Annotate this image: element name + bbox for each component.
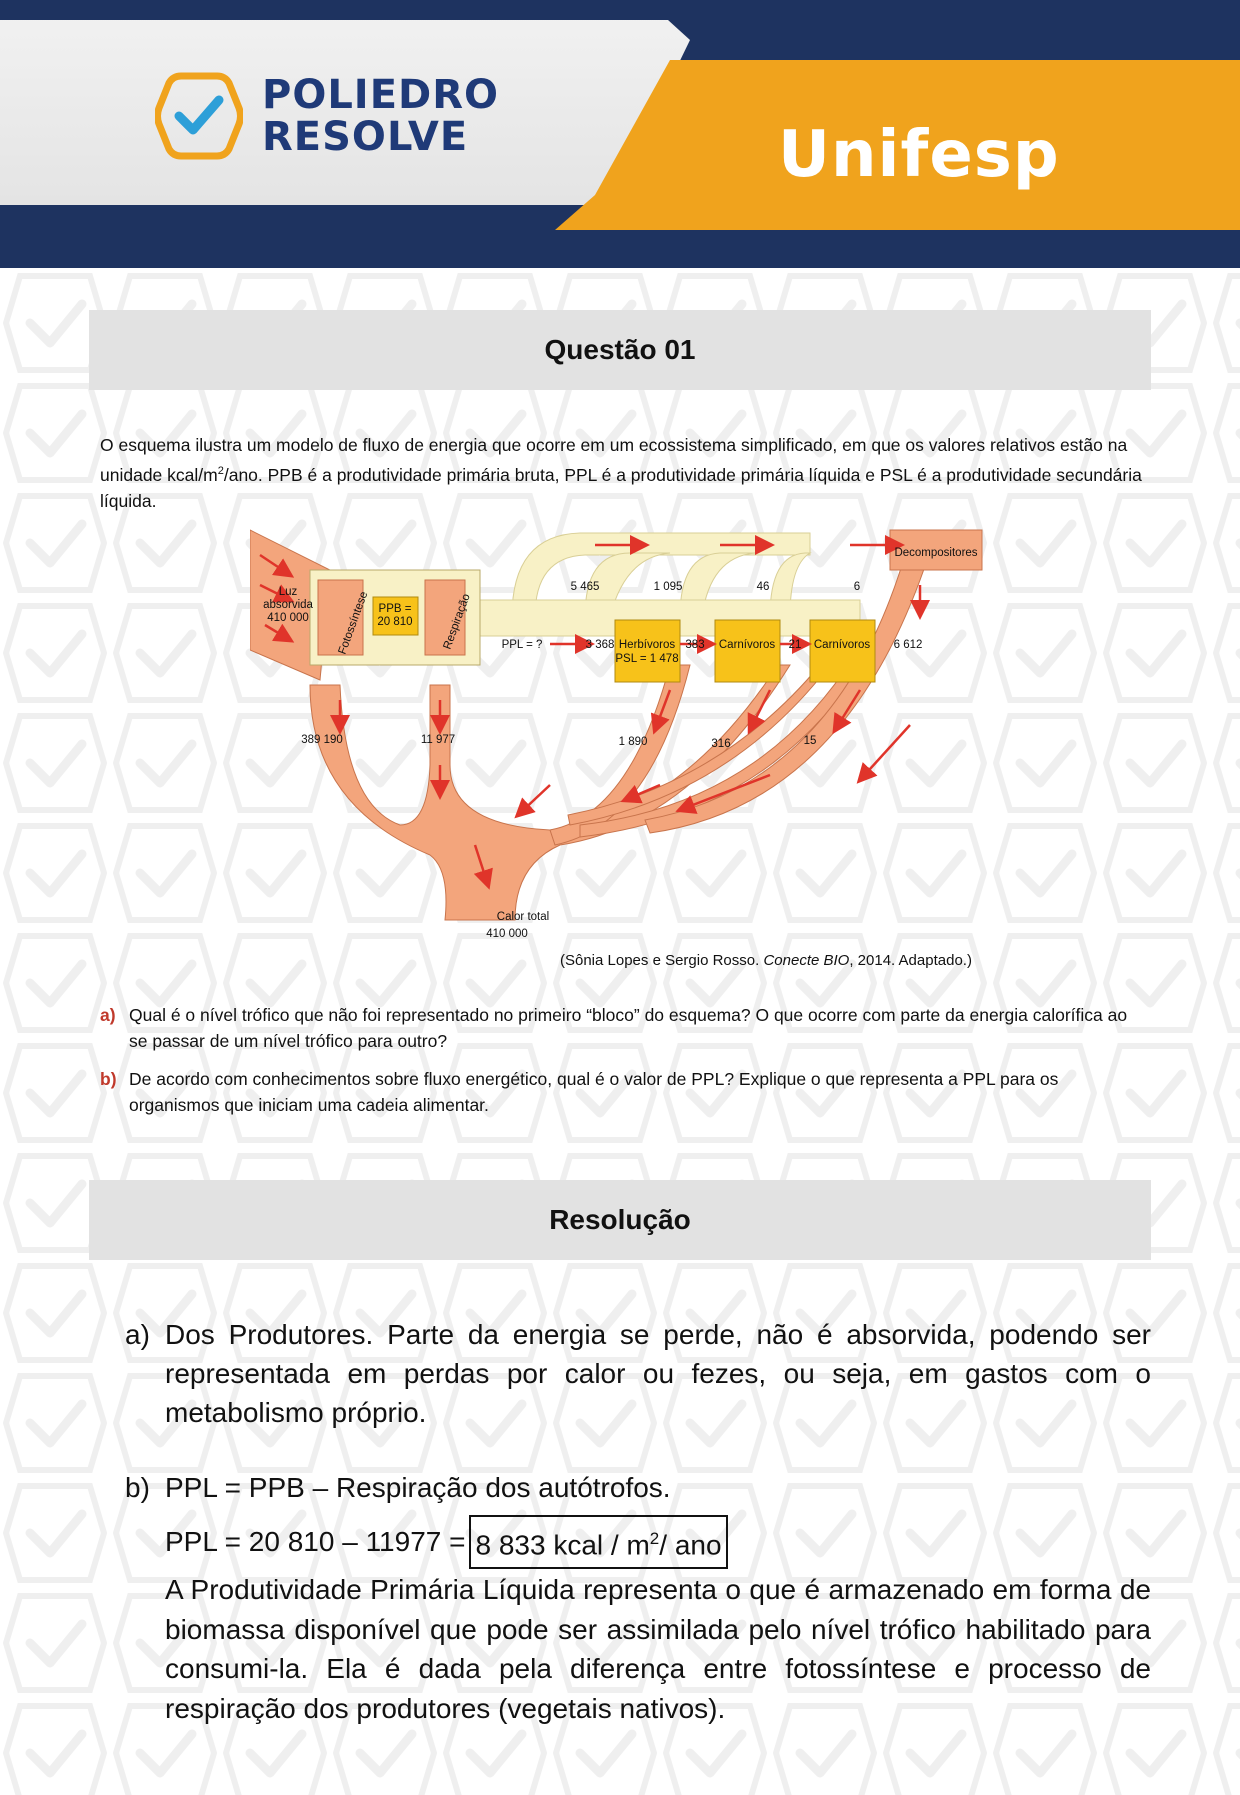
light-value: 410 000 [267,612,309,624]
source-italic: Conecte BIO [763,952,850,969]
ppb-label: PPB = [378,603,412,615]
intro-part1: O esquema ilustra um modelo de fluxo de energia que ocorre em um ecossistema simplificado, em que os valores relativos estão na unidade kcal/m [100,435,1128,485]
answer-a-text: Dos Produtores. Parte da energia se perde, não é absorvida, podendo ser representada em perdas por calor ou fezes, ou seja, em gastos com o metabolismo próprio. [165,1319,1151,1428]
value-1095: 1 095 [653,581,683,593]
energy-flow-diagram [250,525,990,945]
logo-line2: RESOLVE [262,114,469,160]
source-post: , 2014. Adaptado.) [849,952,972,969]
source-pre: (Sônia Lopes e Sergio Rosso. [560,952,764,969]
formula-sup: 2 [649,1529,660,1548]
value-6: 6 [853,581,861,593]
answer-a [125,1315,1151,1432]
logo-text [262,74,499,158]
carnivores1-box [715,620,780,682]
header-banner [0,0,1240,268]
value-11977: 11 977 [420,734,456,746]
resolution-title: Resolução [89,1180,1151,1260]
photosynthesis-label: Fotossíntese [336,590,371,657]
herbivores-box [615,620,680,682]
question-title: Questão 01 [89,310,1151,390]
value-46: 46 [756,581,770,593]
value-5465: 5 465 [570,581,600,593]
question-intro [100,432,1145,514]
answer-a-label: a) [125,1319,150,1350]
carnivores2-label: Carnívoros [813,639,871,651]
carnivores1-label: Carnívoros [718,639,776,651]
value-316: 316 [711,738,731,750]
formula-box-text: 8 833 kcal / m [475,1529,650,1561]
psl-label: PSL = 1 478 [615,653,679,665]
answer-b-line1: PPL = PPB – Respiração dos autótrofos. [165,1472,671,1503]
herbivores-label: Herbívoros [618,639,676,651]
diagram-source [560,952,972,969]
value-21: 21 [788,639,802,651]
carnivores2-box [810,620,875,682]
value-3368: 3 368 [585,639,615,651]
light-label: Luz [278,586,298,598]
question-b-label: b) [100,1069,117,1089]
value-6612: 6 612 [893,639,923,651]
total-heat-label: Calor total [496,911,550,923]
answer-b-explanation: A Produtividade Primária Líquida representa o que é armazenado em forma de biomassa disponível que pode ser assimilada pelo nível trófico habilitado para consumi-la. Ela é dada pela diferença entre fotossíntese e processo de respiração dos produtores (vegetais nativos). [165,1574,1151,1724]
total-heat-value: 410 000 [486,928,528,940]
logo-line1: POLIEDRO [262,72,500,118]
absorbed-label: absorvida [263,599,313,611]
ppl-label: PPL = ? [501,639,543,651]
ppb-value: 20 810 [377,616,413,628]
formula-result-box [469,1515,727,1569]
decomposers-label: Decompositores [894,547,978,559]
question-b-text: De acordo com conhecimentos sobre fluxo energético, qual é o valor de PPL? Explique o que representa a PPL para os organismos que iniciam uma cadeia alimentar. [129,1069,1059,1115]
question-item-a [100,1002,1145,1054]
value-389190: 389 190 [301,734,343,746]
checkmark-logo-icon [155,70,243,162]
question-a-text: Qual é o nível trófico que não foi representado no primeiro “bloco” do esquema? O que ocorre com parte da energia calorífica ao se passar de um nível trófico para outro? [129,1005,1128,1051]
exam-name: Unifesp [778,118,1060,192]
formula-box-end: / ano [659,1529,722,1561]
answer-b [125,1468,1151,1507]
value-1890: 1 890 [618,736,648,748]
ppl-formula [165,1515,728,1569]
value-383: 383 [685,639,705,651]
respiration-label: Respiração [441,592,473,652]
intro-sup: 2 [217,465,224,477]
question-a-label: a) [100,1005,116,1025]
question-item-b [100,1066,1145,1118]
value-15: 15 [803,735,817,747]
formula-left: PPL = 20 810 – 11977 = [165,1526,466,1558]
answer-b-label: b) [125,1472,150,1503]
intro-part2: /ano. PPB é a produtividade primária bruta, PPL é a produtividade primária líquida e PSL é a produtividade secundária líquida. [100,464,1142,511]
